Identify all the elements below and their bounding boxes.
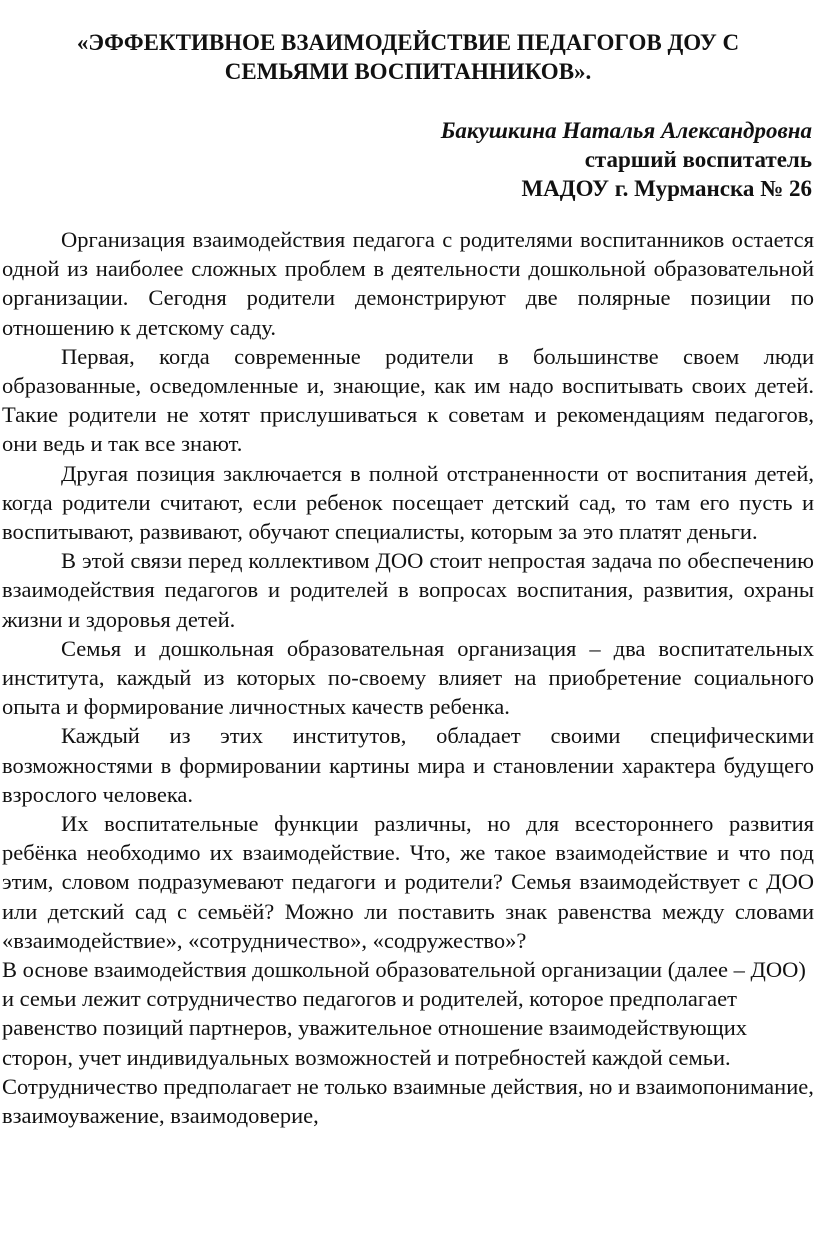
- paragraph-3: Другая позиция заключается в полной отстраненности от воспитания детей, когда родители считают, если ребенок посещает детский сад, то там его пусть и воспитывают, развивают, обучают специалисты, которым за это платят деньги.: [2, 460, 814, 545]
- document-body: [2, 225, 814, 1130]
- paragraph-5: Семья и дошкольная образовательная организация – два воспитательных института, каждый из которых по-своему влияет на приобретение социального опыта и формирование личностных качеств ребенка.: [2, 635, 814, 720]
- author-block: [2, 116, 814, 203]
- paragraph-1: Организация взаимодействия педагога с родителями воспитанников остается одной из наиболее сложных проблем в деятельности дошкольной образовательной организации. Сегодня родители демонстрируют две полярные позиции по отношению к детскому саду.: [2, 227, 814, 340]
- paragraph-7: Их воспитательные функции различны, но для всестороннего развития ребёнка необходимо их взаимодействие. Что, же такое взаимодействие и что под этим, словом подразумевают педагоги и родители? Семья взаимодействует с ДОО или детский сад с семьёй? Можно ли поставить знак равенства между словами «взаимодействие», «сотрудничество», «содружество»?: [2, 811, 814, 953]
- paragraph-8: В основе взаимодействия дошкольной образовательной организации (далее – ДОО) и семьи лежит сотрудничество педагогов и родителей, которое предполагает равенство позиций партнеров, уважительное отношение взаимодействующих сторон, учет индивидуальных возможностей и потребностей каждой семьи. Сотрудничество предполагает не только взаимные действия, но и взаимопонимание, взаимоуважение, взаимодоверие,: [2, 957, 814, 1129]
- document-title: [2, 28, 814, 86]
- author-organization: МАДОУ г. Мурманска № 26: [521, 176, 812, 201]
- author-position: старший воспитатель: [584, 147, 812, 172]
- paragraph-4: В этой связи перед коллективом ДОО стоит непростая задача по обеспечению взаимодействия педагогов и родителей в вопросах воспитания, развития, охраны жизни и здоровья детей.: [2, 548, 814, 632]
- title-line-1: «ЭФФЕКТИВНОЕ ВЗАИМОДЕЙСТВИЕ ПЕДАГОГОВ ДОУ С: [76, 30, 740, 55]
- author-name: Бакушкина Наталья Александровна: [440, 118, 812, 143]
- paragraph-2: Первая, когда современные родители в большинстве своем люди образованные, осведомленные и, знающие, как им надо воспитывать своих детей. Такие родители не хотят прислушиваться к советам и рекомендациям педагогов, они ведь и так все знают.: [2, 343, 814, 457]
- paragraph-6: Каждый из этих институтов, обладает своими специфическими возможностями в формировании картины мира и становлении характера будущего взрослого человека.: [2, 723, 814, 807]
- title-line-2: СЕМЬЯМИ ВОСПИТАННИКОВ».: [224, 59, 592, 84]
